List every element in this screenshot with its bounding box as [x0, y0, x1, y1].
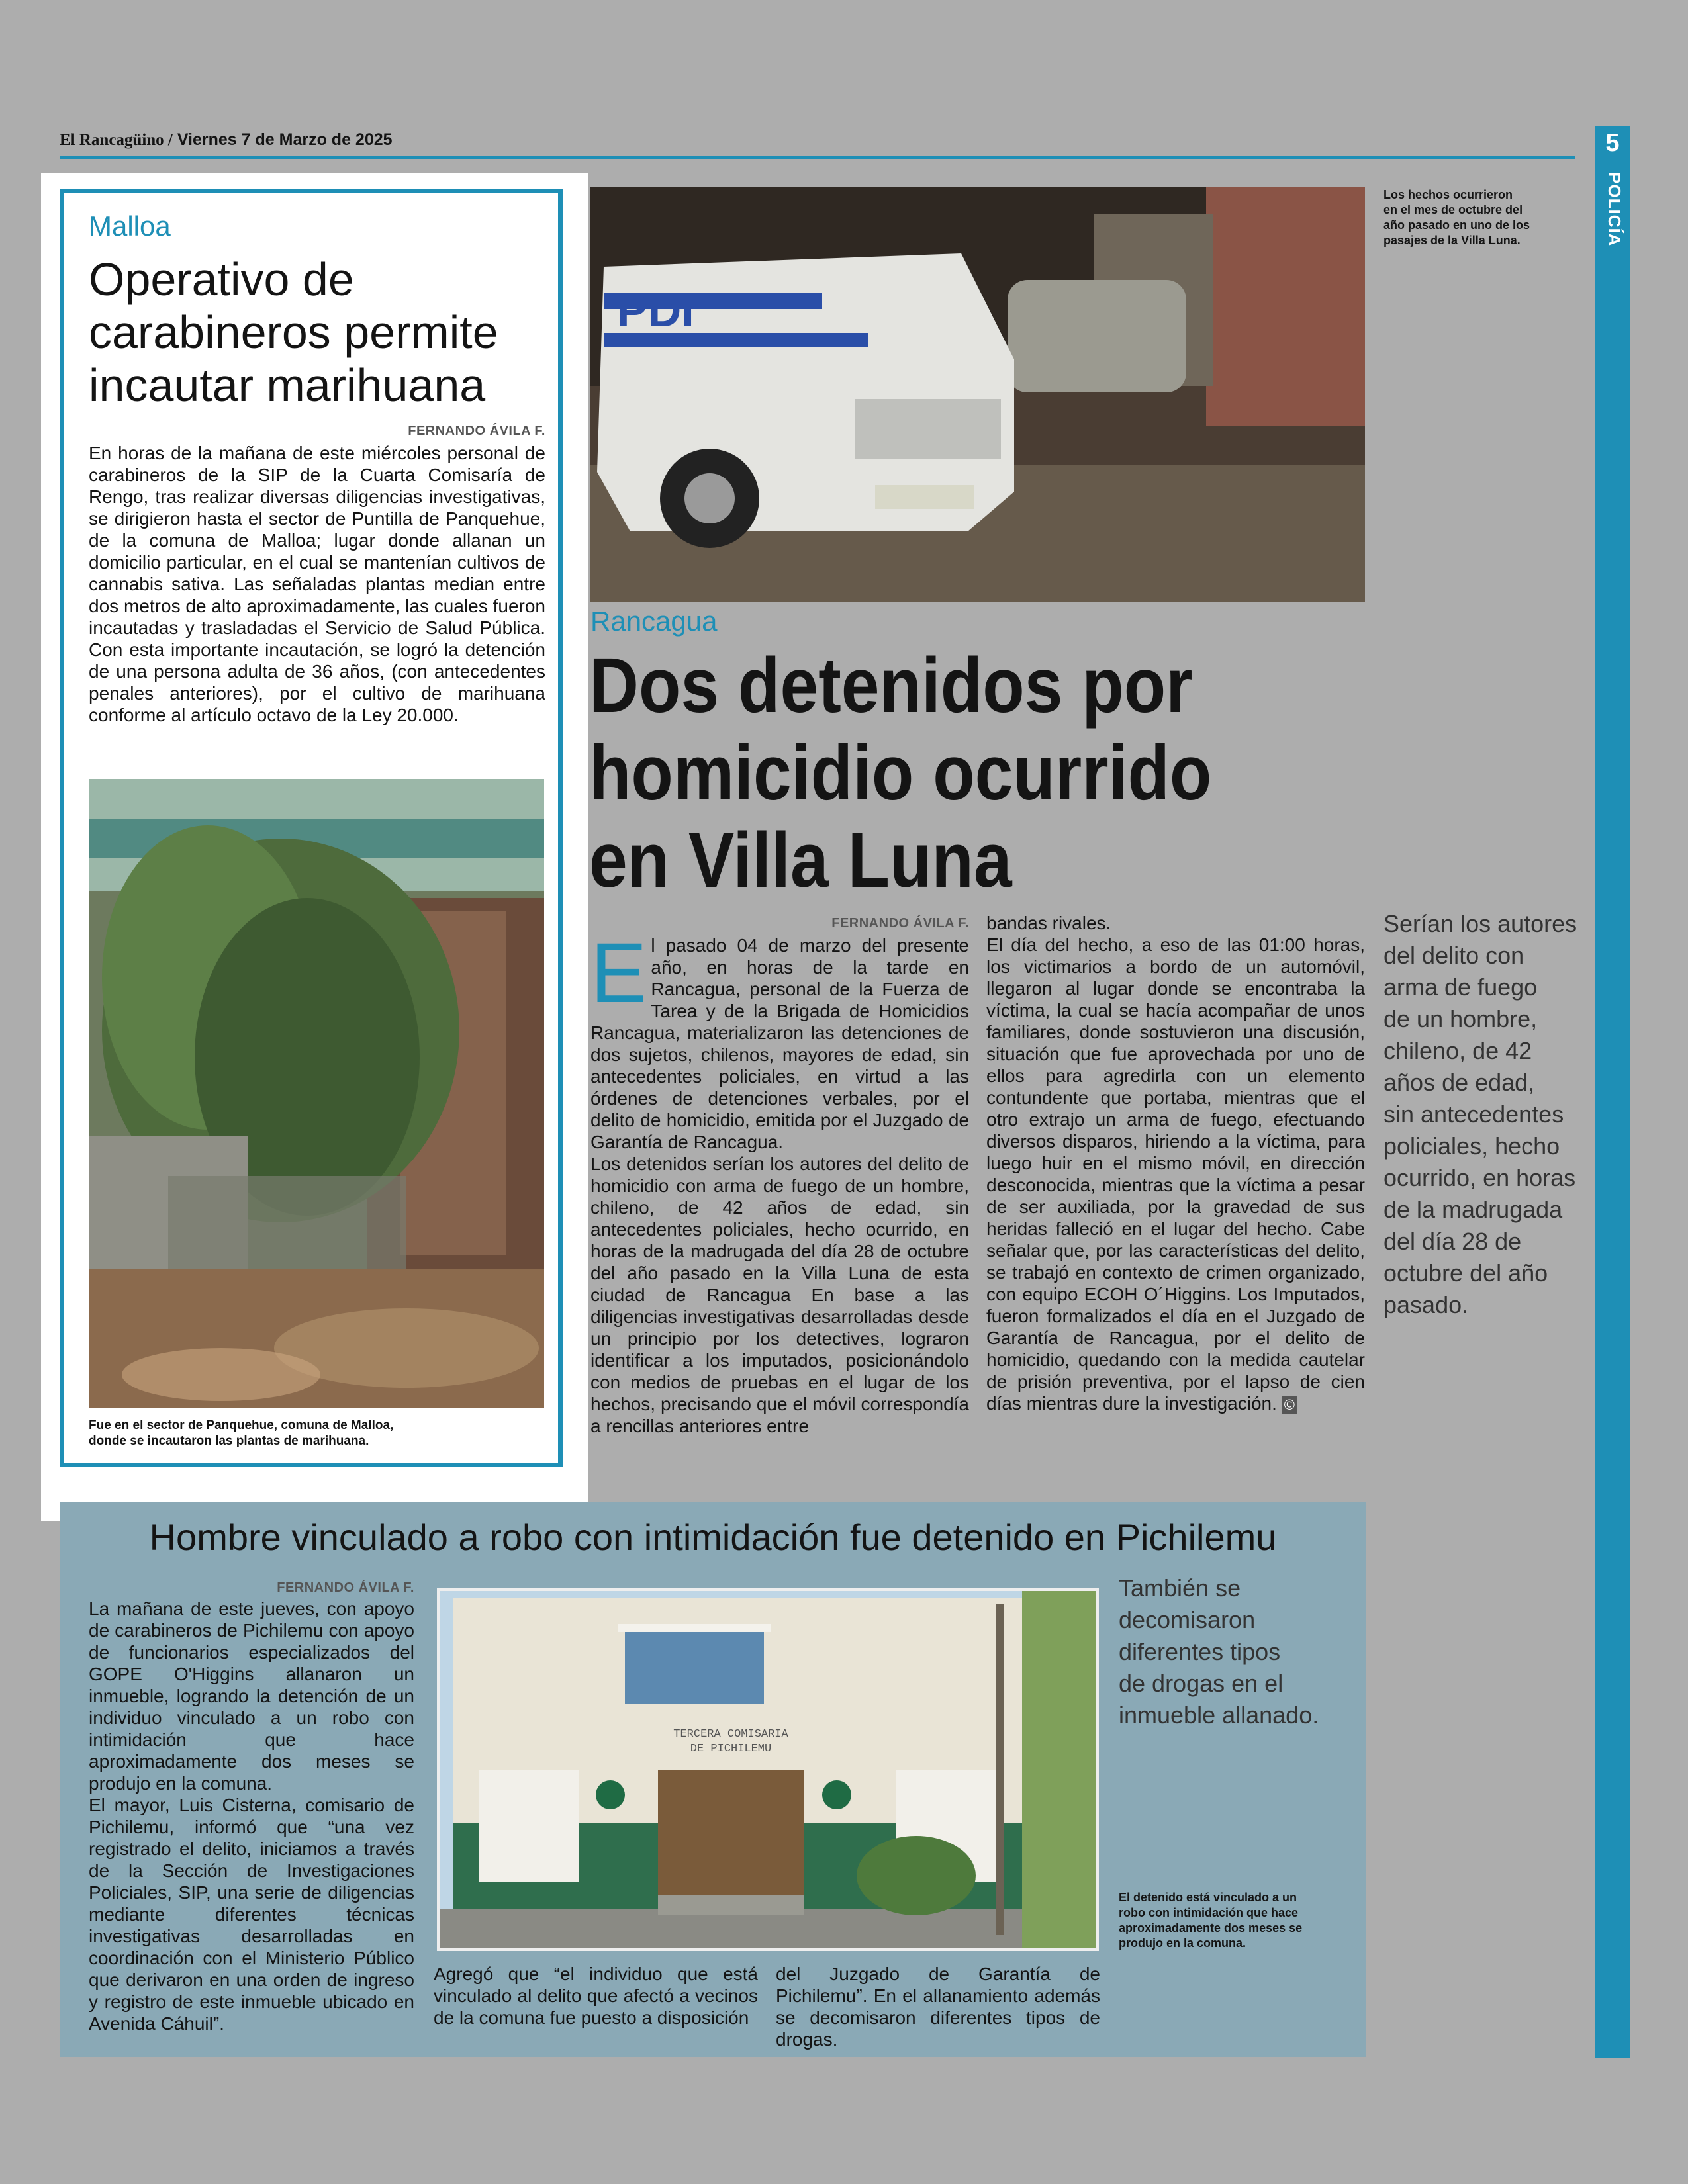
header-rule — [60, 156, 1575, 159]
rancagua-headline — [589, 642, 1271, 904]
pichilemu-col1-para1: La mañana de este jueves, con apoyo de carabineros de Pichilemu con apoyo de funcionarios especializados del GOPE O'Higgins allanaron un inmueble, logrando la detención de un individuo vinculado a un robo con intimidación que hace aproximadamente dos meses se produjo en la comuna. — [89, 1598, 414, 1794]
caption-line: Los hechos ocurrieron — [1383, 188, 1513, 201]
page-number: 5 — [1605, 129, 1620, 157]
rancagua-column-2 — [986, 912, 1365, 1414]
pullquote-line: chileno, de 42 — [1383, 1037, 1532, 1064]
rancagua-headline-line: en Villa Luna — [589, 817, 1012, 904]
rancagua-col2-para2 — [986, 934, 1365, 1414]
pullquote-line: octubre del año — [1383, 1259, 1548, 1287]
section-sidebar — [1595, 126, 1630, 2058]
pichilemu-pullquote — [1119, 1572, 1344, 1731]
caption-line: año pasado en uno de los — [1383, 218, 1530, 232]
pichilemu-headline: Hombre vinculado a robo con intimidación fue detenido en Pichilemu — [149, 1516, 1277, 1558]
rancagua-col1-para2: Los detenidos serían los autores del delito de homicidio con arma de fuego de un hombre, chileno, de 42 años de edad, sin antecedentes policiales, hecho ocurrido, en horas de la madrugada del día 28 de octubre del año pasado en la Villa Luna de esta ciudad de Rancagua En base a las diligencias investigativas desarrolladas desde un principio por los detectives, lograron identificar a los imputados, posicionándolo con medios de pruebas en el lugar de los hechos, precisando que el móvil correspondía a rencillas anteriores entre — [590, 1154, 969, 1436]
pullquote-line: inmueble allanado. — [1119, 1702, 1319, 1729]
pullquote-line: de un hombre, — [1383, 1005, 1538, 1032]
malloa-headline-line: carabineros permite — [89, 306, 498, 358]
malloa-kicker: Malloa — [89, 210, 171, 242]
pullquote-line: También se — [1119, 1574, 1241, 1602]
station-sign-line: TERCERA COMISARIA — [673, 1728, 788, 1741]
pichilemu-byline: FERNANDO ÁVILA F. — [277, 1580, 414, 1595]
pullquote-line: del día 28 de — [1383, 1228, 1522, 1255]
pullquote-line: decomisaron — [1119, 1606, 1256, 1633]
rancagua-col2-para2-text: El día del hecho, a eso de las 01:00 horas, los victimarios a bordo de un automóvil, llegaron al lugar donde se encontraba la víctima, la cual se hacía acompañar de unos familiares, donde sostuvieron una discusión, situación que fue aprovechada por uno de ellos para agredirla con un elemento contundente que portaba, mientras que el otro extrajo un arma de fuego, efectuando diversos disparos, hiriendo a la víctima, para luego huir en el mismo móvil, en dirección desconocida, mientras que la víctima a pesar de ser auxiliada, por la gravedad de sus heridas falleció en el lugar del hecho. Cabe señalar que, por las características del delito, se trabajó en contexto de crimen organizado, con equipo ECOH O´Higgins. Los Imputados, fueron formalizados el día en el Juzgado de Garantía de Rancagua, por el delito de homicidio, quedando con la medida cautelar de prisión preventiva, por el lapso de cien días mientras dure la investigación. — [986, 934, 1365, 1414]
rancagua-col2-para1: bandas rivales. — [986, 913, 1111, 933]
rancagua-column-1 — [590, 926, 969, 1437]
section-label: POLICÍA — [1605, 172, 1624, 247]
issue-date: Viernes 7 de Marzo de 2025 — [177, 130, 393, 149]
pichilemu-column-1 — [89, 1598, 414, 2034]
vehicle-label: PDI — [617, 285, 694, 336]
malloa-headline — [89, 253, 552, 412]
police-station-photo — [437, 1588, 1099, 1951]
pullquote-line: diferentes tipos — [1119, 1638, 1281, 1665]
pullquote-line: arma de fuego — [1383, 974, 1538, 1001]
pullquote-line: ocurrido, en horas — [1383, 1164, 1576, 1191]
pullquote-line: de la madrugada — [1383, 1196, 1563, 1223]
pullquote-line: pasado. — [1383, 1291, 1469, 1318]
pdi-vehicle-photo — [590, 187, 1365, 602]
malloa-photo-caption — [89, 1418, 545, 1449]
pullquote-line: policiales, hecho — [1383, 1132, 1560, 1160]
pichilemu-col1-para2: El mayor, Luis Cisterna, comisario de Pichilemu, informó que “una vez registrado el delito, iniciamos a través de la Sección de Investigaciones Policiales, SIP, una serie de diligencias mediante diferentes técnicas investigativas desarrolladas en coordinación con el Ministerio Público que derivaron en una orden de ingreso y registro de este inmueble ubicado en Avenida Cáhuil”. — [89, 1795, 414, 2034]
rancagua-col1-para1-text: l pasado 04 de marzo del presente año, en horas de la tarde en Rancagua, personal de la Fuerza de Tarea y de la Brigada de Homicidios Rancagua, materializaron las detenciones de dos sujetos, chilenos, mayores de edad, sin antecedentes policiales, en virtud a las órdenes de detenciones verbales, por el delito de homicidio, emitida por el Juzgado de Garantía de Rancagua. — [590, 935, 969, 1152]
caption-line: aproximadamente dos meses se — [1119, 1921, 1303, 1934]
caption-line: en el mes de octubre del — [1383, 203, 1523, 216]
malloa-headline-line: Operativo de — [89, 253, 354, 305]
pichilemu-column-2: Agregó que “el individuo que está vinculado al delito que afectó a vecinos de la comuna fue puesto a disposición — [434, 1964, 758, 2028]
rancagua-headline-line: Dos detenidos por — [589, 642, 1193, 729]
caption-line: donde se incautaron las plantas de marihuana. — [89, 1434, 369, 1448]
rancagua-byline: FERNANDO ÁVILA F. — [831, 916, 969, 931]
end-mark-icon: © — [1282, 1396, 1297, 1414]
malloa-byline: FERNANDO ÁVILA F. — [408, 424, 545, 438]
rancagua-pullquote — [1383, 908, 1582, 1321]
rancagua-headline-line: homicidio ocurrido — [589, 729, 1212, 817]
pullquote-line: de drogas en el — [1119, 1670, 1284, 1697]
malloa-headline-line: incautar marihuana — [89, 359, 486, 411]
caption-line: El detenido está vinculado a un — [1119, 1891, 1297, 1904]
rancagua-photo-caption — [1383, 187, 1569, 248]
rancagua-kicker: Rancagua — [590, 606, 718, 637]
station-sign-line: DE PICHILEMU — [690, 1743, 772, 1755]
drop-cap: E — [590, 926, 647, 1021]
malloa-body: En horas de la mañana de este miércoles personal de carabineros de la SIP de la Cuarta Comisaría de Rengo, tras realizar diversas diligencias investigativas, se dirigieron hasta el sector de Puntilla de Panquehue, de la comuna de Malloa; lugar donde allanan un domicilio particular, en el cual se mantenían cultivos de cannabis sativa. Las señaladas plantas median entre dos metros de alto aproximadamente, las cuales fueron incautadas y trasladadas el Servicio de Salud Pública. Con esta importante incautación, se logró la detención de una persona adulta de 36 años, (con antecedentes penales anteriores), por el cultivo de marihuana conforme al artículo octavo de la Ley 20.000. — [89, 443, 545, 725]
rancagua-col1-para1 — [590, 926, 969, 1153]
marijuana-plants-photo — [89, 779, 544, 1408]
pichilemu-column-3: del Juzgado de Garantía de Pichilemu”. En el allanamiento además se decomisaron diferentes tipos de drogas. — [776, 1964, 1100, 2050]
pichilemu-photo-caption — [1119, 1890, 1344, 1951]
pullquote-line: años de edad, — [1383, 1069, 1535, 1096]
masthead — [60, 130, 393, 150]
paper-name: El Rancagüino / — [60, 131, 173, 149]
pullquote-line: del delito con — [1383, 942, 1524, 969]
caption-line: robo con intimidación que hace — [1119, 1906, 1299, 1919]
pullquote-line: sin antecedentes — [1383, 1101, 1564, 1128]
caption-line: pasajes de la Villa Luna. — [1383, 234, 1521, 247]
pullquote-line: Serían los autores — [1383, 910, 1577, 937]
caption-line: Fue en el sector de Panquehue, comuna de Malloa, — [89, 1418, 394, 1432]
caption-line: produjo en la comuna. — [1119, 1936, 1246, 1950]
